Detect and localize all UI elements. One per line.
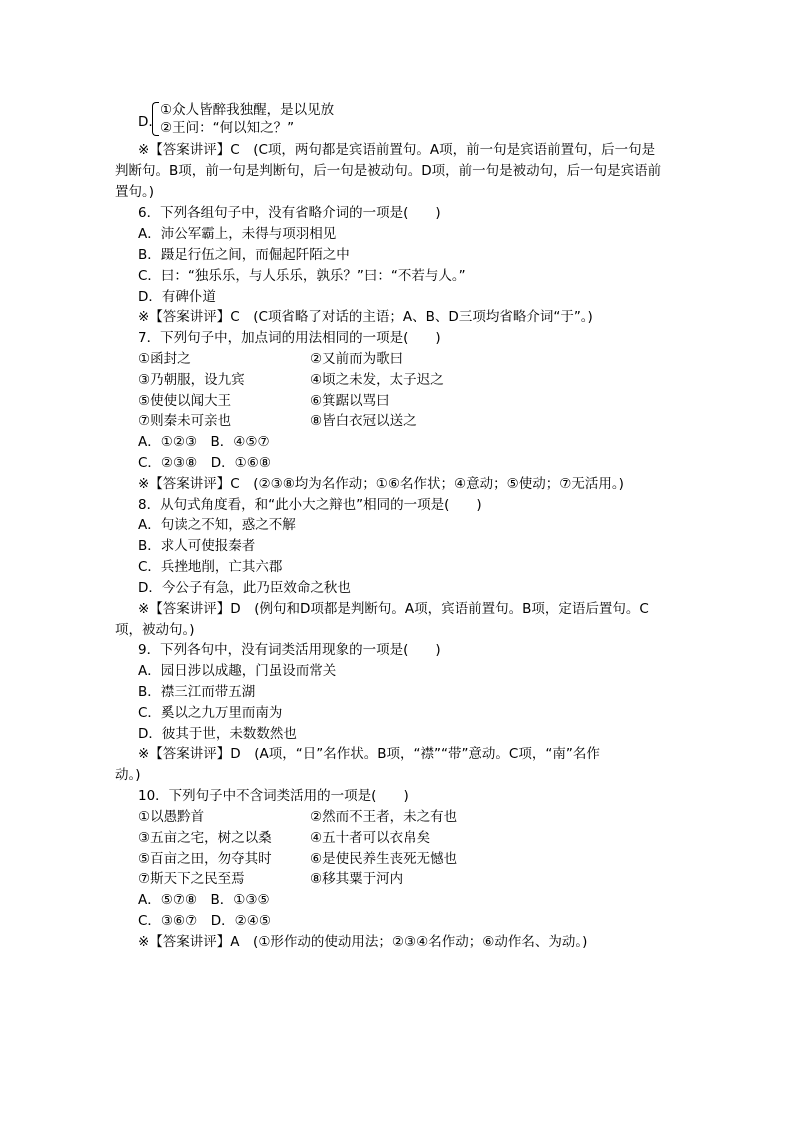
- option: C．兵挫地削，亡其六郡: [138, 559, 283, 575]
- answer-explanation: ※【答案讲评】D (例句和D项都是判断句。A项，宾语前置句。B项，定语后置句。C: [138, 601, 649, 617]
- question-stem: 7．下列句子中，加点词的用法相同的一项是( ): [138, 330, 441, 346]
- list-item: ⑧移其粟于河内: [310, 871, 404, 887]
- list-item: ①以愚黔首: [138, 809, 205, 825]
- choices: C．③⑥⑦ D．②④⑤: [138, 913, 271, 929]
- choices: A．①②③ B．④⑤⑦: [138, 434, 270, 450]
- answer-explanation: 动。): [115, 767, 141, 783]
- option: A．句读之不知，惑之不解: [138, 517, 296, 533]
- list-item: ⑥是使民养生丧死无憾也: [310, 851, 458, 867]
- brace-icon: [152, 102, 159, 136]
- option: B．求人可使报秦者: [138, 538, 256, 554]
- list-item: ①函封之: [138, 351, 191, 367]
- answer-explanation: ※【答案讲评】C (②③⑧均为名作动；①⑥名作状；④意动；⑤使动；⑦无活用。): [138, 476, 624, 492]
- list-item: ④顷之未发，太子迟之: [310, 372, 444, 388]
- question-stem: 10．下列句子中不含词类活用的一项是( ): [138, 788, 409, 804]
- option: D．彼其于世，未数数然也: [138, 726, 297, 742]
- list-item: ⑦斯天下之民至焉: [138, 871, 245, 887]
- answer-explanation: ※【答案讲评】A (①形作动的使动用法；②③④名作动；⑥动作名、为动。): [138, 934, 588, 950]
- choices: C．②③⑧ D．①⑥⑧: [138, 455, 271, 471]
- option: B．蹑足行伍之间，而倔起阡陌之中: [138, 247, 350, 263]
- choices: A．⑤⑦⑧ B．①③⑤: [138, 892, 270, 908]
- answer-explanation: ※【答案讲评】D (A项，“日”名作状。B项，“襟”“带”意动。C项，“南”名作: [138, 746, 600, 762]
- question-stem: 6．下列各组句子中，没有省略介词的一项是( ): [138, 205, 441, 221]
- list-item: ⑥箕踞以骂曰: [310, 393, 390, 409]
- list-item: ③乃朝服，设九宾: [138, 372, 245, 388]
- answer-explanation: 置句。): [115, 184, 155, 200]
- question-stem: 9．下列各句中，没有词类活用现象的一项是( ): [138, 642, 441, 658]
- option: A．沛公军霸上，未得与项羽相见: [138, 226, 337, 242]
- option: B．襟三江而带五湖: [138, 684, 256, 700]
- option-letter: D.: [138, 114, 153, 130]
- option: C．曰：“独乐乐，与人乐乐，孰乐？”曰：“不若与人。”: [138, 268, 466, 284]
- list-item: ③五亩之宅，树之以桑: [138, 830, 272, 846]
- answer-explanation: 项，被动句。): [115, 622, 195, 638]
- list-item: ⑦则秦未可亲也: [138, 413, 232, 429]
- list-item: ②然而不王者，未之有也: [310, 809, 458, 825]
- answer-explanation: 判断句。B项，前一句是判断句，后一句是被动句。D项，前一句是被动句，后一句是宾语前: [115, 163, 662, 179]
- answer-explanation: ※【答案讲评】C (C项省略了对话的主语；A、B、D三项均省略介词“于”。): [138, 309, 593, 325]
- question-stem: 8．从句式角度看，和“此小大之辩也”相同的一项是( ): [138, 497, 482, 513]
- list-item: ②又前而为歌曰: [310, 351, 404, 367]
- option-line: ②王问：“何以知之？”: [160, 120, 295, 136]
- option: D．有碑仆道: [138, 289, 216, 305]
- q5-option-d: [138, 100, 558, 140]
- option-line: ①众人皆醉我独醒，是以见放: [160, 102, 335, 118]
- list-item: ⑤使使以闻大王: [138, 393, 232, 409]
- list-item: ⑧皆白衣冠以送之: [310, 413, 417, 429]
- option: A．园日涉以成趣，门虽设而常关: [138, 663, 337, 679]
- list-item: ⑤百亩之田，勿夺其时: [138, 851, 272, 867]
- list-item: ④五十者可以衣帛矣: [310, 830, 431, 846]
- option: D．今公子有急，此乃臣效命之秋也: [138, 580, 351, 596]
- answer-explanation: ※【答案讲评】C (C项，两句都是宾语前置句。A项，前一句是宾语前置句，后一句是: [138, 142, 656, 158]
- option: C．奚以之九万里而南为: [138, 705, 283, 721]
